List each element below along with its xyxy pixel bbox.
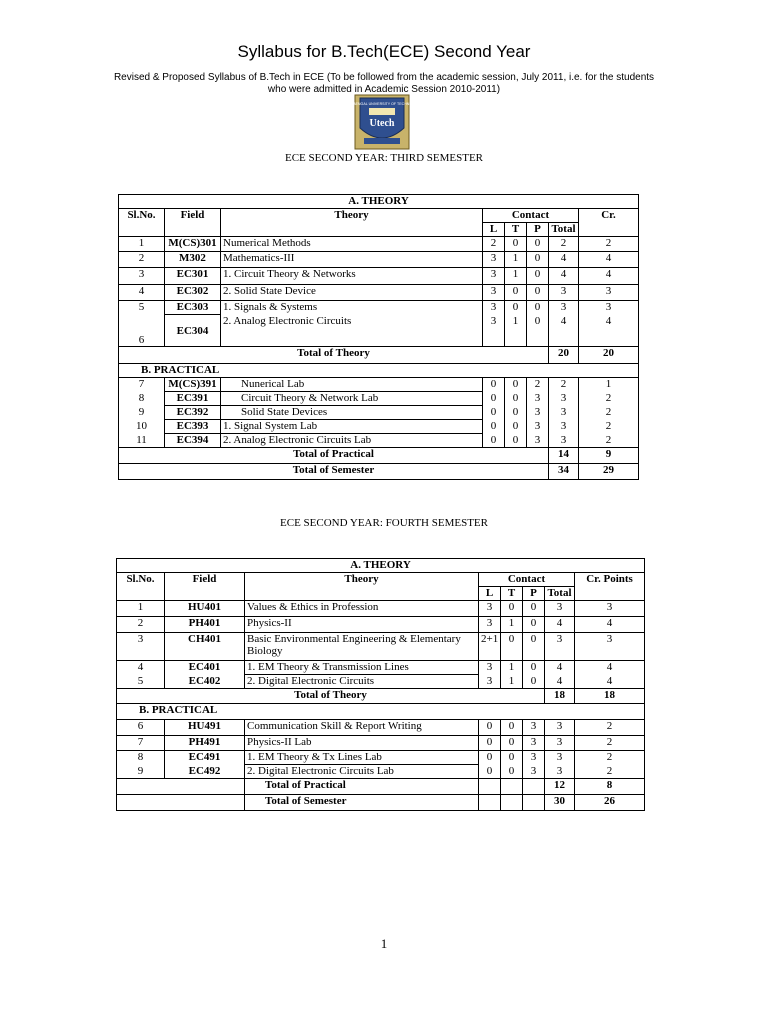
table-row: 3 EC301 1. Circuit Theory & Networks 3 1 0 4 4 — [119, 268, 639, 285]
sem3-practical-rows — [119, 378, 639, 448]
university-logo-icon — [341, 94, 423, 150]
cr-points-header: Cr. Points — [575, 573, 645, 587]
table-row: 10 EC393 1. Signal System Lab 0 0 3 3 2 — [119, 420, 639, 434]
table-row: 5 EC402 2. Digital Electronic Circuits 3 1 0 4 4 — [117, 675, 645, 689]
l-header: L — [483, 223, 505, 237]
total-header: Total — [549, 223, 579, 237]
logo-top-text: WEST BENGAL UNIVERSITY OF TECHNOLOGY — [341, 102, 423, 106]
sem4-practical-rows — [117, 720, 645, 779]
sem3-theory-section: A. THEORY — [119, 195, 639, 209]
table-row: 5 EC303 1. Signals & Systems 3 0 0 3 3 — [119, 301, 639, 315]
table-row: 11 EC394 2. Analog Electronic Circuits Lab 0 0 3 3 2 — [119, 434, 639, 448]
table-row: 6 HU491 Communication Skill & Report Writing 0 0 3 3 2 — [117, 720, 645, 736]
sem3-total-practical-row: Total of Practical 14 9 — [119, 448, 639, 464]
contact-header: Contact — [483, 209, 579, 223]
l-header: L — [479, 587, 501, 601]
field-header: Field — [165, 209, 221, 223]
table-row: 7 PH491 Physics-II Lab 0 0 3 3 2 — [117, 736, 645, 751]
sem3-heading: ECE SECOND YEAR: THIRD SEMESTER — [284, 152, 483, 164]
table-row: 6 EC304 2. Analog Electronic Circuits 3 1 0 4 4 — [119, 315, 639, 347]
theory-header: Theory — [245, 573, 479, 587]
table-row: 4 EC401 1. EM Theory & Transmission Lines 3 1 0 4 4 — [117, 661, 645, 675]
table-row: 2 PH401 Physics-II 3 1 0 4 4 — [117, 617, 645, 633]
sem3-practical-section: B. PRACTICAL — [119, 364, 639, 378]
table-row: 7 M(CS)391 Nunerical Lab 0 0 2 2 1 — [119, 378, 639, 392]
table-row: 8 EC391 Circuit Theory & Network Lab 0 0 3 3 2 — [119, 392, 639, 406]
sem3-table — [118, 194, 639, 480]
table-row: 2 M302 Mathematics-III 3 1 0 4 4 — [119, 252, 639, 268]
sem4-theory-rows — [117, 601, 645, 689]
page-title: Syllabus for B.Tech(ECE) Second Year — [237, 42, 531, 61]
sem4-table — [116, 558, 645, 811]
sem4-heading: ECE SECOND YEAR: FOURTH SEMESTER — [280, 517, 488, 529]
p-header: P — [527, 223, 549, 237]
t-header: T — [505, 223, 527, 237]
sem4-total-semester-row: Total of Semester 30 26 — [117, 795, 645, 811]
sem3-theory-rows — [119, 237, 639, 347]
contact-header: Contact — [479, 573, 575, 587]
table-row: 4 EC302 2. Solid State Device 3 0 0 3 3 — [119, 285, 639, 301]
sem4-practical-section: B. PRACTICAL — [117, 704, 645, 720]
cr-points-header: Cr. — [579, 209, 639, 223]
sem3-total-theory-row: Total of Theory 20 20 — [119, 347, 639, 364]
logo-name: Utech — [369, 118, 395, 129]
page-subtitle: Revised & Proposed Syllabus of B.Tech in ECE (To be followed from the academic session, July 2011, i.e. for the students who were admitted in Academic Session 2010-2011) — [113, 72, 655, 95]
table-row: 1 HU401 Values & Ethics in Profession 3 0 0 3 3 — [117, 601, 645, 617]
t-header: T — [501, 587, 523, 601]
sl-no-header: Sl.No. — [117, 573, 165, 587]
sl-no-header: Sl.No. — [119, 209, 165, 223]
table-row: 8 EC491 1. EM Theory & Tx Lines Lab 0 0 3 3 2 — [117, 751, 645, 765]
sem4-total-practical-row: Total of Practical 12 8 — [117, 779, 645, 795]
sem4-theory-section: A. THEORY — [117, 559, 645, 573]
table-row: 3 CH401 Basic Environmental Engineering & Elementary Biology 2+1 0 0 3 3 — [117, 633, 645, 661]
total-header: Total — [545, 587, 575, 601]
table-row: 9 EC492 2. Digital Electronic Circuits Lab 0 0 3 3 2 — [117, 765, 645, 779]
page-number: 1 — [380, 936, 388, 951]
table-row: 1 M(CS)301 Numerical Methods 2 0 0 2 2 — [119, 237, 639, 252]
p-header: P — [523, 587, 545, 601]
table-row: 9 EC392 Solid State Devices 0 0 3 3 2 — [119, 406, 639, 420]
sem4-total-theory-row: Total of Theory 18 18 — [117, 689, 645, 704]
theory-header: Theory — [221, 209, 483, 223]
sem3-total-semester-row: Total of Semester 34 29 — [119, 464, 639, 480]
field-header: Field — [165, 573, 245, 587]
